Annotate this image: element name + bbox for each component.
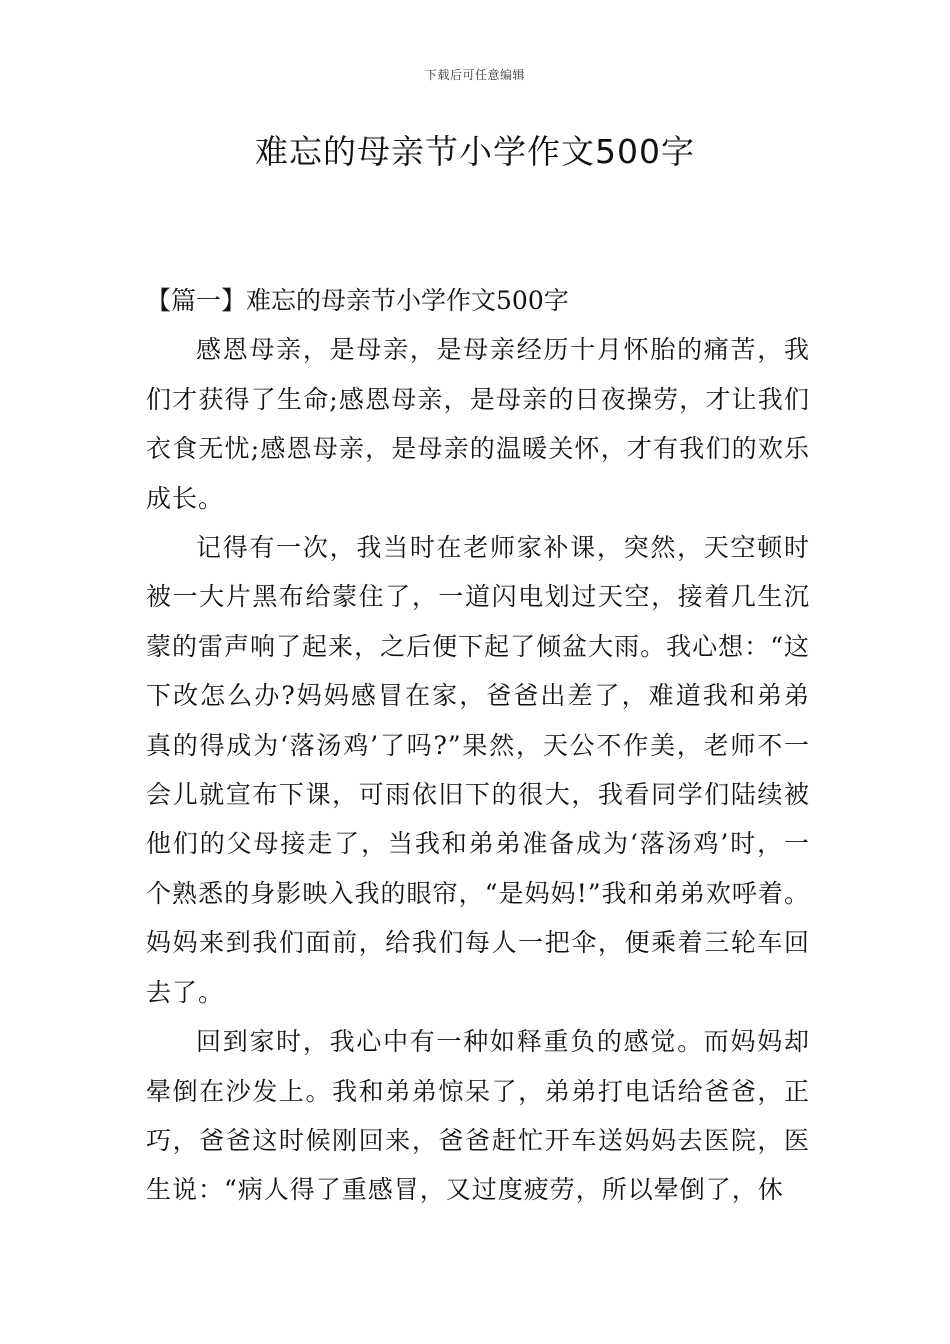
paragraph-2: 记得有一次，我当时在老师家补课，突然，天空顿时被一大片黑布给蒙住了，一道闪电划过天空，接着几生沉蒙的雷声响了起来，之后便下起了倾盆大雨。我心想：“这下改怎么办?妈妈感冒在家，爸爸出差了，难道我和弟弟真的得成为‘落汤鸡’了吗?”果然，天公不作美，老师不一会儿就宣布下课，可雨依旧下的很大，我看同学们陆续被他们的父母接走了，当我和弟弟准备成为‘落汤鸡’时，一个熟悉的身影映入我的眼帘，“是妈妈!”我和弟弟欢呼着。妈妈来到我们面前，给我们每人一把伞，便乘着三轮车回去了。: [146, 533, 810, 1007]
paragraph-1: 感恩母亲，是母亲，是母亲经历十月怀胎的痛苦，我们才获得了生命;感恩母亲，是母亲的日夜操劳，才让我们衣食无忧;感恩母亲，是母亲的温暖关怀，才有我们的欢乐成长。: [146, 335, 810, 513]
document-title: 难忘的母亲节小学作文500字: [255, 132, 695, 171]
paragraph-3: 回到家时，我心中有一种如释重负的感觉。而妈妈却晕倒在沙发上。我和弟弟惊呆了，弟弟打电话给爸爸，正巧，爸爸这时候刚回来，爸爸赶忙开车送妈妈去医院，医生说：“病人得了重感冒，又过度疲劳，所以晕倒了，休: [146, 1027, 810, 1205]
section-heading: 【篇一】难忘的母亲节小学作文500字: [146, 286, 569, 315]
document-body: [146, 276, 810, 1215]
header-note: 下载后可任意编辑: [424, 68, 525, 82]
